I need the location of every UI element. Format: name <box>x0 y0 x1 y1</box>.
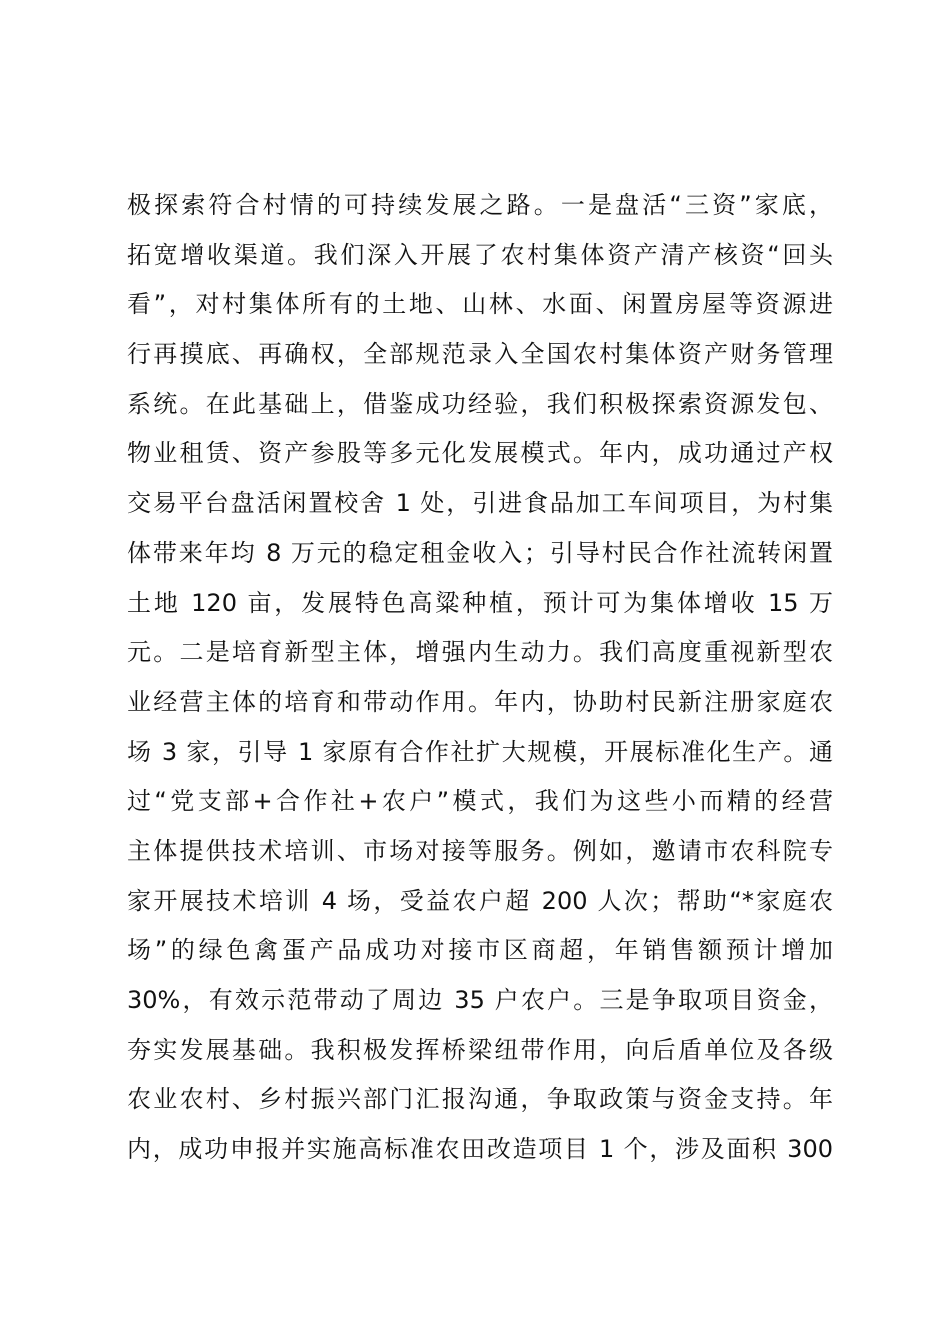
text-line: 土地 120 亩，发展特色高粱种植，预计可为集体增收 15 万 <box>127 588 833 617</box>
text-line: 内，成功申报并实施高标准农田改造项目 1 个，涉及面积 300 <box>127 1135 833 1164</box>
text-line: 场”的绿色禽蛋产品成功对接市区商超，年销售额预计增加 <box>127 936 833 965</box>
text-line: 物业租赁、资产参股等多元化发展模式。年内，成功通过产权 <box>127 439 833 468</box>
body-text <box>127 185 833 1179</box>
text-line: 场 3 家，引导 1 家原有合作社扩大规模，开展标准化生产。通 <box>127 737 833 766</box>
text-line: 交易平台盘活闲置校舍 1 处，引进食品加工车间项目，为村集 <box>127 489 833 518</box>
text-line: 极探索符合村情的可持续发展之路。一是盘活“三资”家底， <box>127 191 833 219</box>
text-line: 元。二是培育新型主体，增强内生动力。我们高度重视新型农 <box>127 638 833 667</box>
text-line: 主体提供技术培训、市场对接等服务。例如，邀请市农科院专 <box>127 836 833 865</box>
text-line: 过“党支部+合作社+农户”模式，我们为这些小而精的经营 <box>127 787 833 816</box>
text-line: 业经营主体的培育和带动作用。年内，协助村民新注册家庭农 <box>127 687 833 716</box>
text-line: 系统。在此基础上，借鉴成功经验，我们积极探索资源发包、 <box>127 389 833 418</box>
text-line: 看”，对村集体所有的土地、山林、水面、闲置房屋等资源进 <box>127 290 833 319</box>
text-line: 30%，有效示范带动了周边 35 户农户。三是争取项目资金， <box>127 986 833 1014</box>
text-line: 夯实发展基础。我积极发挥桥梁纽带作用，向后盾单位及各级 <box>127 1035 833 1064</box>
text-line: 拓宽增收渠道。我们深入开展了农村集体资产清产核资“回头 <box>127 240 833 269</box>
text-line: 农业农村、乡村振兴部门汇报沟通，争取政策与资金支持。年 <box>127 1085 833 1114</box>
text-line: 体带来年均 8 万元的稳定租金收入；引导村民合作社流转闲置 <box>127 538 833 567</box>
text-line: 行再摸底、再确权，全部规范录入全国农村集体资产财务管理 <box>127 340 833 369</box>
text-line: 家开展技术培训 4 场，受益农户超 200 人次；帮助“*家庭农 <box>127 886 833 915</box>
